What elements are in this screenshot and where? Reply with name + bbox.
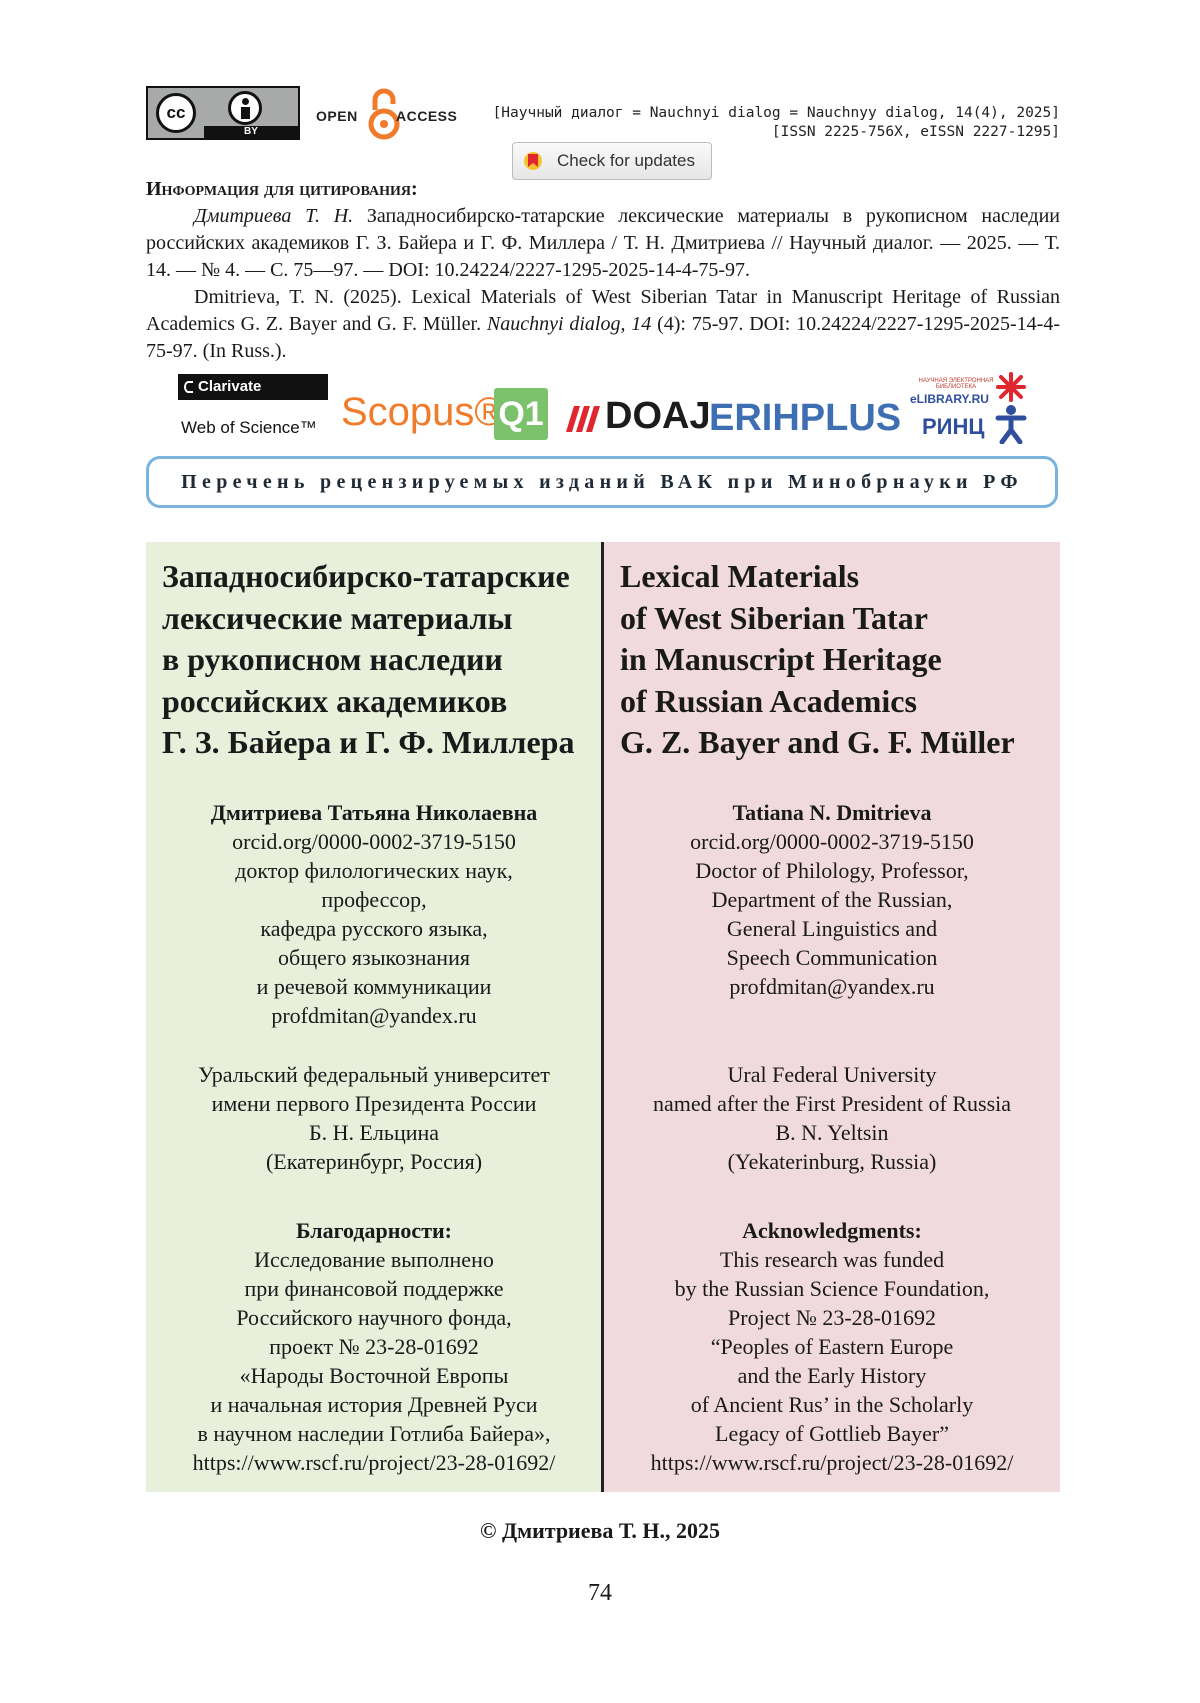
check-for-updates-button[interactable] (512, 142, 712, 180)
cc-icon: cc (156, 93, 196, 133)
erihplus-logo[interactable]: ERIHPLUS (709, 396, 901, 440)
clarivate-logo[interactable]: Clarivate (178, 374, 328, 400)
crossmark-icon (523, 151, 543, 171)
citation-russian (146, 203, 1060, 284)
q1-badge[interactable]: Q1 (494, 388, 548, 440)
elibrary-figures-icon (994, 372, 1028, 444)
elibrary-caption: НАУЧНАЯ ЭЛЕКТРОННАЯ БИБЛИОТЕКА (911, 378, 1001, 390)
scopus-logo[interactable]: Scopus® (341, 390, 504, 434)
issn-line: [ISSN 2225-756X, eISSN 2227-1295] (493, 123, 1060, 142)
author-email-en[interactable]: profdmitan@yandex.ru (604, 972, 1060, 1001)
affiliation-ru: Уральский федеральный университет имени первого Президента России Б. Н. Ельцина (Екатеринбург, Россия) (146, 1060, 602, 1176)
affiliation-en: Ural Federal University named after the First President of Russia B. N. Yeltsin (Yekaterinburg, Russia) (604, 1060, 1060, 1176)
article-title-ru: Западносибирско-татарские лексические материалы в рукописном наследии российских академиков Г. З. Байера и Г. Ф. Миллера (162, 556, 594, 764)
citation-heading: Информация для цитирования: (146, 176, 1060, 203)
article-title-en: Lexical Materials of West Siberian Tatar in Manuscript Heritage of Russian Academics G. Z. Bayer and G. F. Müller (620, 556, 1052, 764)
author-block-en: Tatiana N. Dmitrieva orcid.org/0000-0002-3719-5150 Doctor of Philology, Professor, Department of the Russian, General Linguistics and Speech Communication profdmitan@yandex.ru (604, 798, 1060, 1001)
acknowledgments-en: Acknowledgments: This research was funded by the Russian Science Foundation, Project № 23-28-01692 “Peoples of Eastern Europe and the Early History of Ancient Rus’ in the Scholarly Legacy of Gottlieb Bayer” https://www.rscf.ru/project/23-28-01692/ (604, 1216, 1060, 1477)
acknowledgments-ru: Благодарности: Исследование выполнено при финансовой поддержке Российского научного фонда, проект № 23-28-01692 «Народы Восточной Европы и начальная история Древней Руси в научном наследии Готлиба Байера», https://www.rscf.ru/project/23-28-01692/ (146, 1216, 602, 1477)
ack-title-en: Acknowledgments: (604, 1216, 1060, 1245)
citation-en-journal: Nauchnyi dialog, 14 (487, 313, 651, 335)
author-block-ru: Дмитриева Татьяна Николаевна orcid.org/0000-0002-3719-5150 доктор филологических наук, профессор, кафедра русского языка, общего языкознания и речевой коммуникации profdmitan@yandex.ru (146, 798, 602, 1030)
vak-list-banner: Перечень рецензируемых изданий ВАК при Минобрнауки РФ (146, 456, 1058, 508)
open-access-logo[interactable] (316, 86, 456, 140)
web-of-science-logo[interactable]: Web of Science™ (181, 418, 317, 438)
author-name-ru: Дмитриева Татьяна Николаевна (146, 798, 602, 827)
author-email[interactable]: profdmitan@yandex.ru (146, 1001, 602, 1030)
journal-reference (493, 104, 1060, 142)
copyright-notice: © Дмитриева Т. Н., 2025 (0, 1518, 1200, 1544)
ack-title-ru: Благодарности: (146, 1216, 602, 1245)
orcid-link[interactable]: orcid.org/0000-0002-3719-5150 (146, 827, 602, 856)
english-column (604, 542, 1060, 1492)
rinc-logo[interactable]: РИНЦ (922, 414, 984, 440)
by-label: BY (204, 126, 298, 138)
citation-en-text: Dmitrieva, T. N. (2025). Lexical Materials of West Siberian Tatar in Manuscript Heritage of Russian Academics G. Z. Bayer and G. F. Müller. (146, 286, 1060, 335)
citation-ru-text: Западносибирско-татарские лексические материалы в рукописном наследии российских академиков Г. З. Байера и Г. Ф. Миллера / Т. Н. Дмитриева // Научный диалог. — 2025. — Т. 14. — № 4. — С. 75—97. — DOI: 10.24224/2227-1295-2025-14-4-75-97. (146, 205, 1060, 281)
attribution-icon (228, 91, 262, 125)
open-label: OPEN (316, 108, 358, 124)
author-name-en: Tatiana N. Dmitrieva (604, 798, 1060, 827)
rscf-project-link-en[interactable]: https://www.rscf.ru/project/23-28-01692/ (604, 1448, 1060, 1477)
page-number: 74 (0, 1580, 1200, 1607)
rscf-project-link-ru[interactable]: https://www.rscf.ru/project/23-28-01692/ (146, 1448, 602, 1477)
journal-title-line: [Научный диалог = Nauchnyi dialog = Nauchnyy dialog, 14(4), 2025] (493, 104, 1060, 123)
orcid-link-en[interactable]: orcid.org/0000-0002-3719-5150 (604, 827, 1060, 856)
elibrary-logo[interactable]: eLIBRARY.RU (910, 392, 989, 406)
russian-column (146, 542, 602, 1492)
doaj-mark-icon (562, 402, 602, 434)
check-for-updates-label: Check for updates (557, 151, 695, 171)
cc-by-license-badge[interactable] (146, 86, 300, 140)
citation-ru-authors: Дмитриева Т. Н. (194, 205, 353, 227)
citation-en-pages: (4): 75-97. DOI: 10.24224/2227-1295-2025-14-4-75-97. (In Russ.). (146, 313, 1060, 362)
citation-english (146, 284, 1060, 365)
access-label: ACCESS (396, 108, 457, 124)
doaj-logo[interactable]: DOAJ (605, 394, 711, 438)
